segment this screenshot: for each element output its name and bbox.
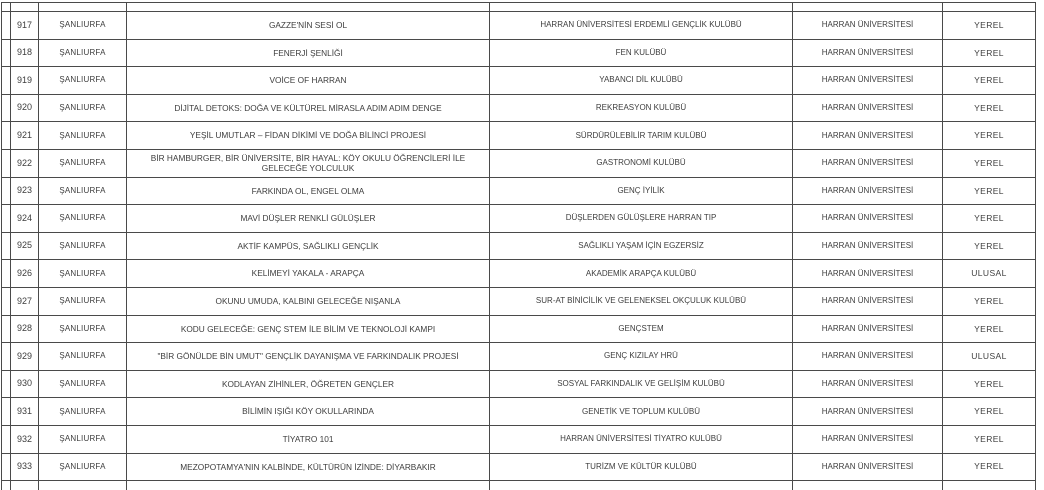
table-row [2,149,1036,177]
cell-city: ŞANLIURFA [39,425,127,453]
cell-club-name: HARRAN ÜNİVERSİTESİ ERDEMLİ GENÇLİK KULÜBÜ [490,12,793,40]
cell-university: HARRAN ÜNİVERSİTESİ [793,260,943,288]
cell-scope [943,481,1036,490]
cell-row-number [11,481,39,490]
cell-left-sliver [2,232,11,260]
table-row [2,122,1036,150]
cell-project-name: KODLAYAN ZİHİNLER, ÖĞRETEN GENÇLER [127,370,490,398]
cell-city [39,481,127,490]
cell-university: HARRAN ÜNİVERSİTESİ [793,67,943,95]
cell-scope: YEREL [943,315,1036,343]
cell-university: HARRAN ÜNİVERSİTESİ [793,149,943,177]
cell-club-name: GENÇ KIZILAY HRÜ [490,343,793,371]
table-row [2,425,1036,453]
cell-project-name: FARKINDA OL, ENGEL OLMA [127,177,490,205]
cell-project-name: OKUNU UMUDA, KALBINI GELECEĞE NIŞANLA [127,287,490,315]
cell-project-name: BİLİMİN IŞIĞI KÖY OKULLARINDA [127,398,490,426]
cell-city: ŞANLIURFA [39,260,127,288]
cell-club-name: REKREASYON KULÜBÜ [490,94,793,122]
cell-project-name: KODU GELECEĞE: GENÇ STEM İLE BİLİM VE TEKNOLOJİ KAMPI [127,315,490,343]
cell-scope [943,3,1036,12]
cell-row-number: 932 [11,425,39,453]
table-row [2,315,1036,343]
table-row [2,343,1036,371]
cell-scope: YEREL [943,425,1036,453]
cell-city: ŞANLIURFA [39,370,127,398]
cell-scope: YEREL [943,67,1036,95]
cell-row-number: 927 [11,287,39,315]
projects-table [1,2,1036,490]
cell-scope: YEREL [943,453,1036,481]
cell-city: ŞANLIURFA [39,232,127,260]
cell-project-name: FENERJİ ŞENLİĞİ [127,39,490,67]
cell-university: HARRAN ÜNİVERSİTESİ [793,287,943,315]
cell-left-sliver [2,12,11,40]
cell-project-name: VOİCE OF HARRAN [127,67,490,95]
cell-left-sliver [2,315,11,343]
cell-row-number: 923 [11,177,39,205]
cell-project-name: YEŞİL UMUTLAR – FİDAN DİKİMİ VE DOĞA BİLİNCİ PROJESİ [127,122,490,150]
cell-club-name: SÜRDÜRÜLEBİLİR TARIM KULÜBÜ [490,122,793,150]
cell-project-name: TİYATRO 101 [127,425,490,453]
cell-city: ŞANLIURFA [39,67,127,95]
cell-row-number: 925 [11,232,39,260]
cell-row-number [11,3,39,12]
cell-row-number: 929 [11,343,39,371]
cell-row-number: 919 [11,67,39,95]
cell-university: HARRAN ÜNİVERSİTESİ [793,232,943,260]
table-body [2,3,1036,490]
cell-scope: ULUSAL [943,260,1036,288]
cell-left-sliver [2,149,11,177]
table-row [2,67,1036,95]
cell-left-sliver [2,94,11,122]
cell-club-name: YABANCI DİL KULÜBÜ [490,67,793,95]
cell-club-name [490,3,793,12]
cell-project-name: KELİMEYİ YAKALA - ARAPÇA [127,260,490,288]
cell-club-name [490,481,793,490]
cell-left-sliver [2,425,11,453]
cell-club-name: GENÇSTEM [490,315,793,343]
cell-row-number: 930 [11,370,39,398]
cell-city: ŞANLIURFA [39,398,127,426]
cell-city: ŞANLIURFA [39,94,127,122]
cell-left-sliver [2,287,11,315]
cell-club-name: SOSYAL FARKINDALIK VE GELİŞİM KULÜBÜ [490,370,793,398]
cell-scope: YEREL [943,39,1036,67]
cell-university: HARRAN ÜNİVERSİTESİ [793,343,943,371]
cell-city: ŞANLIURFA [39,149,127,177]
cell-city: ŞANLIURFA [39,343,127,371]
table-row [2,205,1036,233]
cell-city: ŞANLIURFA [39,453,127,481]
cell-project-name [127,481,490,490]
cell-city: ŞANLIURFA [39,177,127,205]
cell-club-name: AKADEMİK ARAPÇA KULÜBÜ [490,260,793,288]
cell-left-sliver [2,67,11,95]
cell-city [39,3,127,12]
cell-left-sliver [2,481,11,490]
cell-scope: YEREL [943,177,1036,205]
cell-university: HARRAN ÜNİVERSİTESİ [793,398,943,426]
cell-project-name: "BİR GÖNÜLDE BİN UMUT" GENÇLİK DAYANIŞMA VE FARKINDALIK PROJESİ [127,343,490,371]
table-row [2,287,1036,315]
cell-university [793,3,943,12]
cell-city: ŞANLIURFA [39,287,127,315]
cell-project-name: GAZZE'NİN SESİ OL [127,12,490,40]
cell-city: ŞANLIURFA [39,12,127,40]
cell-scope: YEREL [943,12,1036,40]
cell-row-number: 921 [11,122,39,150]
cell-left-sliver [2,177,11,205]
cell-university: HARRAN ÜNİVERSİTESİ [793,12,943,40]
cell-project-name: AKTİF KAMPÜS, SAĞLIKLI GENÇLİK [127,232,490,260]
cell-left-sliver [2,3,11,12]
cell-university [793,481,943,490]
cell-university: HARRAN ÜNİVERSİTESİ [793,39,943,67]
cell-row-number: 931 [11,398,39,426]
cell-university: HARRAN ÜNİVERSİTESİ [793,370,943,398]
cell-project-name: DİJİTAL DETOKS: DOĞA VE KÜLTÜREL MİRASLA ADIM ADIM DENGE [127,94,490,122]
cell-scope: YEREL [943,205,1036,233]
cell-row-number: 917 [11,12,39,40]
cell-left-sliver [2,122,11,150]
cell-club-name: HARRAN ÜNİVERSİTESİ TİYATRO KULÜBÜ [490,425,793,453]
cell-row-number: 928 [11,315,39,343]
cell-club-name: GENÇ İYİLİK [490,177,793,205]
cell-club-name: TURİZM VE KÜLTÜR KULÜBÜ [490,453,793,481]
table-row [2,370,1036,398]
cell-university: HARRAN ÜNİVERSİTESİ [793,122,943,150]
partial-row-top [2,3,1036,12]
cell-scope: YEREL [943,94,1036,122]
cell-university: HARRAN ÜNİVERSİTESİ [793,94,943,122]
cell-scope: ULUSAL [943,343,1036,371]
cell-club-name: FEN KULÜBÜ [490,39,793,67]
table-row [2,12,1036,40]
cell-scope: YEREL [943,149,1036,177]
cell-project-name: MEZOPOTAMYA'NIN KALBİNDE, KÜLTÜRÜN İZİNDE: DİYARBAKIR [127,453,490,481]
cell-club-name: GASTRONOMİ KULÜBÜ [490,149,793,177]
cell-row-number: 933 [11,453,39,481]
cell-university: HARRAN ÜNİVERSİTESİ [793,453,943,481]
table-row [2,232,1036,260]
cell-left-sliver [2,343,11,371]
cell-left-sliver [2,260,11,288]
cell-row-number: 920 [11,94,39,122]
cell-club-name: SUR-AT BİNİCİLİK VE GELENEKSEL OKÇULUK KULÜBÜ [490,287,793,315]
cell-club-name: SAĞLIKLI YAŞAM İÇİN EGZERSİZ [490,232,793,260]
table-row [2,398,1036,426]
cell-scope: YEREL [943,122,1036,150]
cell-university: HARRAN ÜNİVERSİTESİ [793,425,943,453]
cell-scope: YEREL [943,370,1036,398]
table-row [2,94,1036,122]
partial-row-bottom [2,481,1036,490]
cell-scope: YEREL [943,398,1036,426]
cell-left-sliver [2,370,11,398]
cell-city: ŞANLIURFA [39,122,127,150]
cell-left-sliver [2,205,11,233]
cell-row-number: 922 [11,149,39,177]
cell-row-number: 918 [11,39,39,67]
cell-project-name: BİR HAMBURGER, BİR ÜNİVERSİTE, BİR HAYAL: KÖY OKULU ÖĞRENCİLERİ İLE GELECEĞE YOLCULUK [127,149,490,177]
cell-row-number: 926 [11,260,39,288]
cell-city: ŞANLIURFA [39,39,127,67]
cell-left-sliver [2,398,11,426]
cell-club-name: DÜŞLERDEN GÜLÜŞLERE HARRAN TIP [490,205,793,233]
table-row [2,177,1036,205]
cell-city: ŞANLIURFA [39,205,127,233]
cell-scope: YEREL [943,232,1036,260]
cell-city: ŞANLIURFA [39,315,127,343]
table-row [2,260,1036,288]
cell-left-sliver [2,453,11,481]
cell-left-sliver [2,39,11,67]
cell-project-name [127,3,490,12]
cell-scope: YEREL [943,287,1036,315]
cell-project-name: MAVİ DÜŞLER RENKLİ GÜLÜŞLER [127,205,490,233]
table-row [2,453,1036,481]
cell-university: HARRAN ÜNİVERSİTESİ [793,315,943,343]
cell-university: HARRAN ÜNİVERSİTESİ [793,177,943,205]
cell-row-number: 924 [11,205,39,233]
table-row [2,39,1036,67]
cell-club-name: GENETİK VE TOPLUM KULÜBÜ [490,398,793,426]
cell-university: HARRAN ÜNİVERSİTESİ [793,205,943,233]
